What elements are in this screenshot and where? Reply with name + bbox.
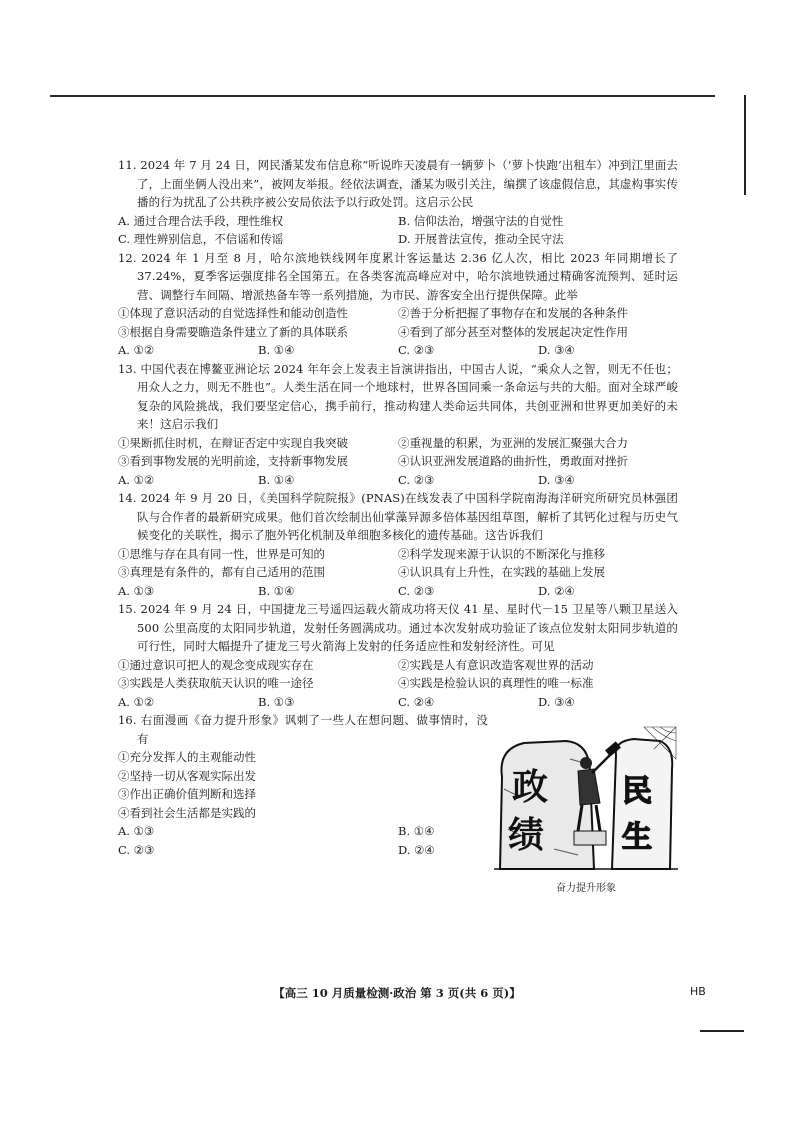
item-1: ①果断抓住时机，在辩证否定中实现自我突破 xyxy=(118,435,348,450)
item-2: ②善于分析把握了事物存在和发展的各种条件 xyxy=(398,306,628,320)
answer-b: B. ①④ xyxy=(398,824,435,838)
question-11-options xyxy=(118,212,678,249)
item-2: ②实践是人有意识改造客观世界的活动 xyxy=(398,657,594,672)
item-4: ④看到社会生活都是实践的 xyxy=(118,805,256,820)
answer-b: B. ①③ xyxy=(258,694,295,709)
item-3: ③真理是有条件的，都有自己适用的范围 xyxy=(118,565,325,579)
answer-d: D. ②④ xyxy=(398,842,435,857)
answer-c: C. ②③ xyxy=(398,472,435,487)
question-13-items xyxy=(118,434,678,471)
item-4: ④看到了部分甚至对整体的发展起决定性作用 xyxy=(398,324,628,339)
question-14-items xyxy=(118,545,678,582)
item-1: ①思维与存在具有同一性，世界是可知的 xyxy=(118,546,325,561)
question-14-answers xyxy=(118,582,678,601)
answer-c: C. ②④ xyxy=(398,694,435,709)
question-12-items xyxy=(118,304,678,341)
footer-code: HB xyxy=(690,985,706,998)
item-1: ①充分发挥人的主观能动性 xyxy=(118,750,256,764)
option-a: A. 通过合理合法手段，理性维权 xyxy=(118,213,284,228)
question-13-stem: 13. 中国代表在博鳌亚洲论坛 2024 年年会上发表主旨演讲指出，中国古人说，“乘众人之智，则无不任也；用众人之力，则无不胜也”。人类生活在同一个地球村，世界各国同乘一条命运与共的大船。面对全球严峻复杂的风险挑战，我们要坚定信心，携手前行，推动构建人类命运共同体，共创亚洲和世界更加美好的未来！这启示我们 xyxy=(118,361,678,431)
stone-char-bottom: 绩 xyxy=(508,815,545,856)
answer-b: B. ①④ xyxy=(258,472,295,487)
questions-area xyxy=(118,156,678,894)
item-1: ①体现了意识活动的自觉选择性和能动创造性 xyxy=(118,306,348,320)
option-d: D. 开展普法宣传，推动全民守法 xyxy=(398,232,564,246)
answer-d: D. ②④ xyxy=(538,583,575,598)
stone-char-faded-bottom: 生 xyxy=(622,820,652,855)
item-2: ②科学发现来源于认识的不断深化与推移 xyxy=(398,546,605,561)
question-12-stem: 12. 2024 年 1 月至 8 月，哈尔滨地铁线网年度累计客运量达 2.36 亿人次，相比 2023 年同期增长了 37.24%，夏季客运强度排名全国第五。在各类客流高峰应对中，哈尔滨地铁通过精确客流预判、延时运营、调整行车间隔、增派热备车等一系列措施，为市民、游客安全出行提供保障。此举 xyxy=(118,250,678,302)
footer-text: 【高三 10 月质量检测·政治 第 3 页(共 6 页)】 xyxy=(273,986,521,1000)
question-15-stem: 15. 2024 年 9 月 24 日，中国捷龙三号遥四运载火箭成功将天仪 41 星、星时代－15 卫星等八颗卫星送入 500 公里高度的太阳同步轨道，发射任务圆满成功。通过本次发射成功验证了该点位发射太阳同步轨道的可行性，同时大幅提升了捷龙三号火箭海上发射的任务适应性和发射经济性。可见 xyxy=(118,602,678,653)
item-2: ②重视量的积累，为亚洲的发展汇聚强大合力 xyxy=(398,435,628,450)
stone-char-faded-top: 民 xyxy=(622,774,652,809)
answer-b: B. ①④ xyxy=(258,343,295,357)
question-15-items xyxy=(118,656,678,693)
question-16-stem: 16. 右面漫画《奋力提升形象》讽刺了一些人在想问题、做事情时，没有 xyxy=(118,713,488,746)
answer-c: C. ②③ xyxy=(398,343,435,357)
question-12-answers xyxy=(118,341,678,360)
bottom-margin-mark xyxy=(700,1030,744,1032)
answer-d: D. ③④ xyxy=(538,694,575,709)
answer-c: C. ②③ xyxy=(118,842,155,857)
answer-a: A. ①② xyxy=(118,472,155,487)
question-14-stem: 14. 2024 年 9 月 20 日，《美国科学院院报》(PNAS)在线发表了中国科学院南海海洋研究所研究员林强团队与合作者的最新研究成果。他们首次绘制出仙掌藻异源多倍体基因组草图，解析了其钙化过程与历史气候变化的关联性，揭示了胞外钙化机制及单细胞多核化的遗传基础。这告诉我们 xyxy=(118,491,678,542)
question-11 xyxy=(118,156,678,249)
item-1: ①通过意识可把人的观念变成现实存在 xyxy=(118,657,314,672)
answer-a: A. ①③ xyxy=(118,583,155,598)
question-16-items xyxy=(118,748,488,822)
answer-d: D. ③④ xyxy=(538,472,575,487)
item-4: ④认识具有上升性，在实践的基础上发展 xyxy=(398,565,605,579)
option-c: C. 理性辨别信息，不信谣和传谣 xyxy=(118,232,284,246)
question-11-stem: 11. 2024 年 7 月 24 日，网民潘某发布信息称“听说昨天凌晨有一辆萝卜（‘萝卜快跑’出租车）冲到江里面去了，上面坐俩人没出来”，被网友举报。经依法调查，潘某为吸引关注，编撰了该虚假信息，其虚构事实传播的行为扰乱了公共秩序被公安局依法予以行政处罚。这启示公民 xyxy=(118,158,678,209)
right-margin-mark xyxy=(744,95,746,195)
item-3: ③实践是人类获取航天认识的唯一途径 xyxy=(118,676,314,690)
question-14 xyxy=(118,489,678,600)
answer-a: A. ①③ xyxy=(118,824,155,838)
option-b: B. 信仰法治，增强守法的自觉性 xyxy=(398,213,564,228)
question-15 xyxy=(118,600,678,711)
item-4: ④认识亚洲发展道路的曲折性，勇敢面对挫折 xyxy=(398,454,628,468)
answer-b: B. ①④ xyxy=(258,583,295,598)
question-13-answers xyxy=(118,471,678,490)
answer-a: A. ①② xyxy=(118,343,155,357)
answer-a: A. ①② xyxy=(118,694,155,709)
stone-char-top: 政 xyxy=(512,767,549,808)
question-16 xyxy=(118,711,678,894)
item-4: ④实践是检验认识的真理性的唯一标准 xyxy=(398,676,594,690)
answer-d: D. ③④ xyxy=(538,343,575,357)
item-3: ③看到事物发展的光明前途，支持新事物发展 xyxy=(118,454,348,468)
item-2: ②坚持一切从客观实际出发 xyxy=(118,768,256,783)
question-13 xyxy=(118,360,678,490)
top-rule xyxy=(50,95,715,97)
item-3: ③作出正确价值判断和选择 xyxy=(118,787,256,801)
item-3: ③根据自身需要瞻造条件建立了新的具体联系 xyxy=(118,324,348,339)
answer-c: C. ②③ xyxy=(398,583,435,598)
cartoon-caption: 奋力提升形象 xyxy=(556,883,616,894)
question-15-answers xyxy=(118,693,678,712)
question-12 xyxy=(118,249,678,360)
cartoon-illustration xyxy=(494,719,678,879)
